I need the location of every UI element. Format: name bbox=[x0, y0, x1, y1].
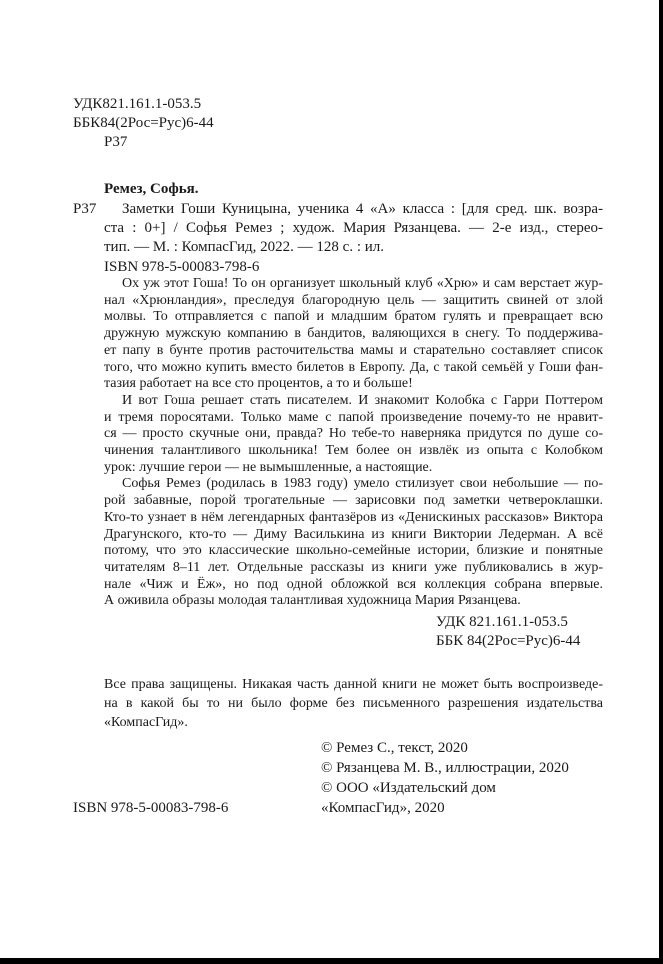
record-author: Ремез, Софья. bbox=[104, 181, 199, 197]
annotation-paragraph bbox=[104, 476, 603, 610]
header-author-code: Р37 bbox=[104, 134, 128, 150]
annotation-line: ет папу в бунте против расточительства мамы и старательно составляет список bbox=[104, 342, 603, 358]
annotation-line: А оживила образы молодая талантливая художница Мария Рязанцева. bbox=[104, 593, 521, 609]
record-title-line: Заметки Гоши Куницына, ученика 4 «А» класса : [для сред. шк. возра- bbox=[122, 201, 603, 217]
record-title-line: тип. — М. : КомпасГид, 2022. — 128 с. : ил. bbox=[104, 239, 385, 255]
copyright-line: © ООО «Издательский дом bbox=[321, 780, 496, 796]
rights-line: «КомпасГид». bbox=[104, 715, 188, 730]
classification-bbk: ББК 84(2Рос=Рус)6-44 bbox=[436, 633, 581, 649]
footer-isbn: ISBN 978-5-00083-798-6 bbox=[73, 800, 229, 816]
annotation-line: Драгунского, кто-то — Диму Василькина из книги Виктории Ледерман. А всё bbox=[104, 526, 603, 542]
annotation-line: рой забавные, порой трогательные — зарисовки под заметки четвероклашки. bbox=[104, 493, 603, 509]
copyright-line: © Рязанцева М. В., иллюстрации, 2020 bbox=[321, 760, 569, 776]
annotation-line: Кто-то узнает в нём легендарных фантазёров из «Денискиных рассказов» Виктора bbox=[104, 509, 603, 525]
annotation-line: нал «Хрюнландия», преследуя благородную цель — защитить свиней от злой bbox=[104, 292, 603, 308]
record-title bbox=[104, 200, 603, 257]
annotation-paragraph bbox=[104, 393, 603, 477]
annotation-line: молвы. То отправляется с папой и младшим братом гулять и превращает всю bbox=[104, 309, 603, 325]
annotation-paragraph bbox=[104, 276, 603, 393]
annotation-line: того, что можно купить вместо билетов в Европу. Да, с такой семьёй у Гоши фан- bbox=[104, 359, 603, 375]
copyright-line: © Ремез С., текст, 2020 bbox=[321, 740, 468, 756]
annotation-line: дружную мужскую компанию в бандитов, валяющихся в снегу. То поддержива- bbox=[104, 326, 603, 342]
annotation-line: нале «Чиж и Ёж», но под одной обложкой вся коллекция собрана впервые. bbox=[104, 576, 603, 592]
rights-notice bbox=[104, 675, 603, 732]
record-code: Р37 bbox=[73, 201, 97, 217]
header-udk: УДК821.161.1-053.5 bbox=[73, 96, 202, 112]
header-bbk: ББК84(2Рос=Рус)6-44 bbox=[73, 115, 214, 131]
annotation-line: и тремя поросятами. Только маме с папой произведение почему-то не нравит- bbox=[104, 409, 603, 425]
annotation-line: читателям 8–11 лет. Отдельные рассказы из книги уже публиковались в жур- bbox=[104, 559, 603, 575]
rights-line: на в какой бы то ни было форме без письменного разрешения издательства bbox=[104, 696, 603, 711]
classification-udk: УДК 821.161.1-053.5 bbox=[436, 614, 568, 630]
annotation-line: потому, что это классические школьно-семейные истории, близкие и понятные bbox=[104, 543, 603, 559]
annotation-line: Ох уж этот Гоша! То он организует школьный клуб «Хрю» и сам верстает жур- bbox=[122, 276, 603, 291]
rights-line: Все права защищены. Никакая часть данной книги не может быть воспроизведе- bbox=[104, 677, 603, 692]
annotation-line: И вот Гоша решает стать писателем. И знакомит Колобка с Гарри Поттером bbox=[122, 392, 603, 408]
annotation-line: Софья Ремез (родилась в 1983 году) умело стилизует свои небольшие — по- bbox=[122, 476, 603, 492]
annotation-line: урок: лучшие герои — не вымышленные, а настоящие. bbox=[104, 459, 433, 475]
annotation-line: чинения талантливого школьника! Тем более он извлёк из опыта с Колобком bbox=[104, 443, 603, 459]
annotation-line: тазия работает на все сто процентов, а то и больше! bbox=[104, 376, 413, 392]
record-isbn: ISBN 978-5-00083-798-6 bbox=[104, 259, 260, 275]
record-title-line: ста : 0+] / Софья Ремез ; худож. Мария Рязанцева. — 2-е изд., стерео- bbox=[104, 220, 603, 236]
annotation-line: ся — просто скучные они, правда? Но тебе-то наверняка придутся по душе со- bbox=[104, 426, 603, 442]
annotation bbox=[104, 276, 603, 610]
page-edge-bottom bbox=[0, 958, 663, 964]
copyright-line: «КомпасГид», 2020 bbox=[321, 800, 445, 816]
